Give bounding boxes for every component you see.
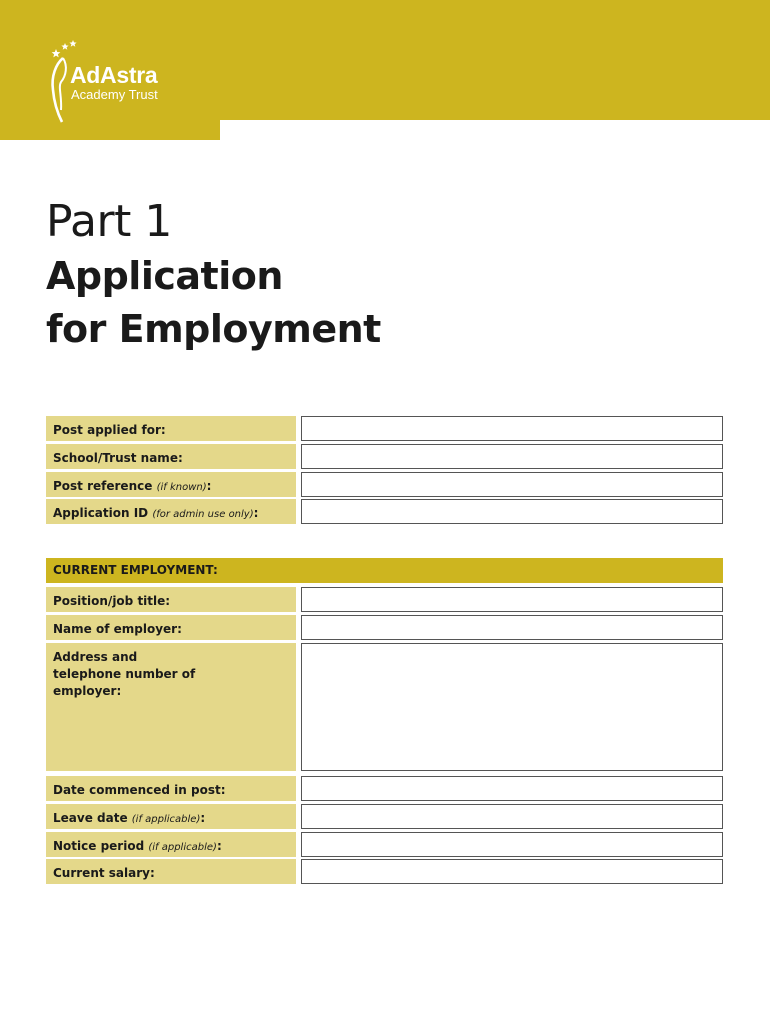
current-employment-heading: CURRENT EMPLOYMENT: (46, 558, 723, 583)
logo-name: AdAstra (70, 62, 158, 88)
employer-address-field[interactable] (301, 643, 723, 771)
post-applied-for-label: Post applied for: (46, 416, 296, 441)
page-title-line-1: Application (46, 254, 283, 298)
current-salary-label: Current salary: (46, 859, 296, 884)
notice-period-label: Notice period (if applicable): (46, 832, 296, 857)
date-commenced-label: Date commenced in post: (46, 776, 296, 801)
position-job-title-label: Position/job title: (46, 587, 296, 612)
notice-period-note: (if applicable) (148, 842, 217, 853)
page-title (46, 250, 381, 356)
school-trust-name-field[interactable] (301, 444, 723, 469)
post-reference-field[interactable] (301, 472, 723, 497)
application-id-field[interactable] (301, 499, 723, 524)
school-trust-name-label: School/Trust name: (46, 444, 296, 469)
leave-date-note: (if applicable) (131, 814, 201, 825)
application-id-label: Application ID (for admin use only): (46, 499, 296, 524)
leave-date-field[interactable] (301, 804, 723, 829)
employer-address-label: Address and telephone number of employer: (46, 643, 296, 771)
application-id-note: (for admin use only) (152, 509, 254, 520)
name-of-employer-field[interactable] (301, 615, 723, 640)
post-reference-note: (if known) (156, 482, 207, 493)
date-commenced-field[interactable] (301, 776, 723, 801)
leave-date-label: Leave date (if applicable): (46, 804, 296, 829)
notice-period-field[interactable] (301, 832, 723, 857)
post-applied-for-field[interactable] (301, 416, 723, 441)
adastra-logo (48, 40, 188, 125)
logo-subtitle: Academy Trust (71, 87, 158, 102)
name-of-employer-label: Name of employer: (46, 615, 296, 640)
part-heading: Part 1 (46, 196, 172, 247)
position-job-title-field[interactable] (301, 587, 723, 612)
page-title-line-2: for Employment (46, 307, 381, 351)
current-salary-field[interactable] (301, 859, 723, 884)
post-reference-label: Post reference (if known): (46, 472, 296, 497)
